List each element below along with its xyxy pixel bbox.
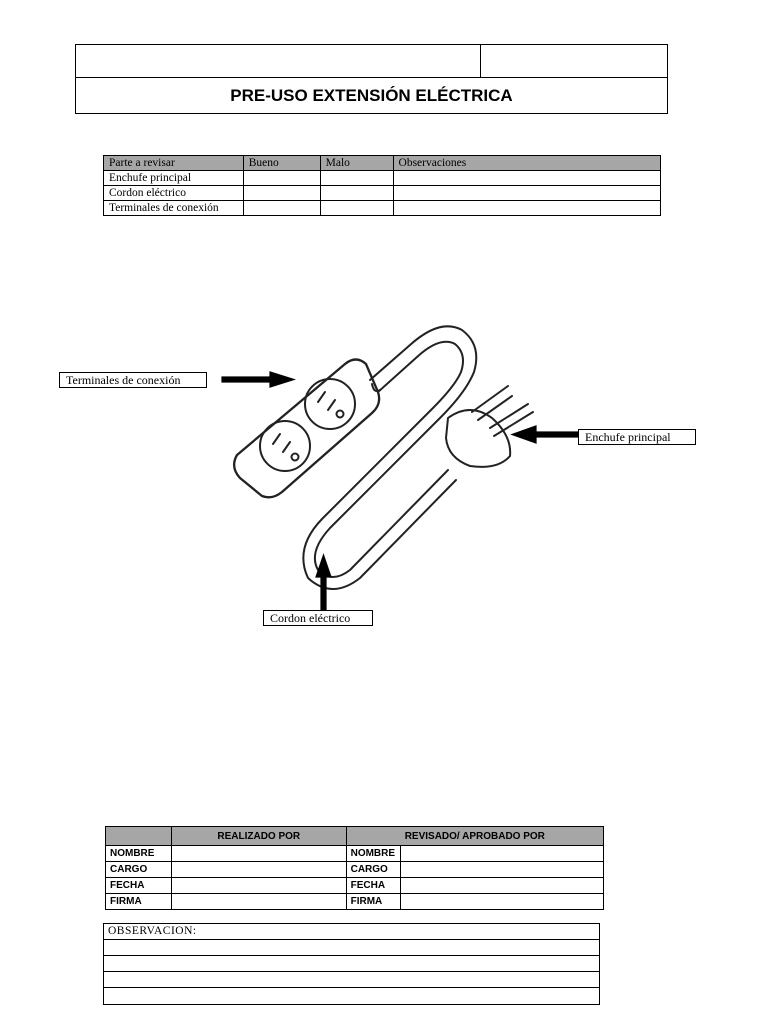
label-electric-cord: Cordon eléctrico bbox=[263, 610, 373, 626]
part-name: Cordon eléctrico bbox=[104, 186, 244, 201]
table-row bbox=[106, 862, 604, 878]
observations-label: OBSERVACION: bbox=[104, 924, 599, 940]
label-main-plug: Enchufe principal bbox=[578, 429, 696, 445]
observation-line[interactable] bbox=[104, 940, 599, 956]
observations-box bbox=[103, 923, 600, 1005]
observation-line[interactable] bbox=[104, 956, 599, 972]
field-label: NOMBRE bbox=[346, 846, 400, 862]
field-label: CARGO bbox=[106, 862, 172, 878]
column-header-good: Bueno bbox=[243, 156, 320, 171]
observation-line[interactable] bbox=[104, 972, 599, 988]
arrow-to-cord bbox=[316, 555, 331, 611]
header-done-by: REALIZADO POR bbox=[171, 827, 346, 846]
table-row bbox=[106, 878, 604, 894]
power-cord-shape bbox=[303, 326, 476, 589]
header-blank-cell bbox=[106, 827, 172, 846]
table-row bbox=[106, 894, 604, 910]
name-field-right[interactable] bbox=[400, 846, 603, 862]
date-field-left[interactable] bbox=[171, 878, 346, 894]
position-field-right[interactable] bbox=[400, 862, 603, 878]
table-row bbox=[106, 846, 604, 862]
field-label: NOMBRE bbox=[106, 846, 172, 862]
arrow-to-terminals bbox=[222, 372, 294, 387]
name-field-left[interactable] bbox=[171, 846, 346, 862]
field-label: CARGO bbox=[346, 862, 400, 878]
column-header-bad: Malo bbox=[320, 156, 393, 171]
column-header-observations: Observaciones bbox=[393, 156, 660, 171]
arrow-to-plug bbox=[512, 426, 578, 443]
field-label: FECHA bbox=[106, 878, 172, 894]
signature-field-right[interactable] bbox=[400, 894, 603, 910]
date-field-right[interactable] bbox=[400, 878, 603, 894]
signatures-table bbox=[105, 826, 604, 910]
header-reviewed-by: REVISADO/ APROBADO POR bbox=[346, 827, 603, 846]
observation-line[interactable] bbox=[104, 988, 599, 1004]
part-name: Terminales de conexión bbox=[104, 201, 244, 216]
position-field-left[interactable] bbox=[171, 862, 346, 878]
signatures-header-row bbox=[106, 827, 604, 846]
page-title: PRE-USO EXTENSIÓN ELÉCTRICA bbox=[230, 86, 513, 105]
signature-field-left[interactable] bbox=[171, 894, 346, 910]
field-label: FIRMA bbox=[106, 894, 172, 910]
part-name: Enchufe principal bbox=[104, 171, 244, 186]
label-connection-terminals: Terminales de conexión bbox=[59, 372, 207, 388]
field-label: FECHA bbox=[346, 878, 400, 894]
field-label: FIRMA bbox=[346, 894, 400, 910]
column-header-part: Parte a revisar bbox=[104, 156, 244, 171]
